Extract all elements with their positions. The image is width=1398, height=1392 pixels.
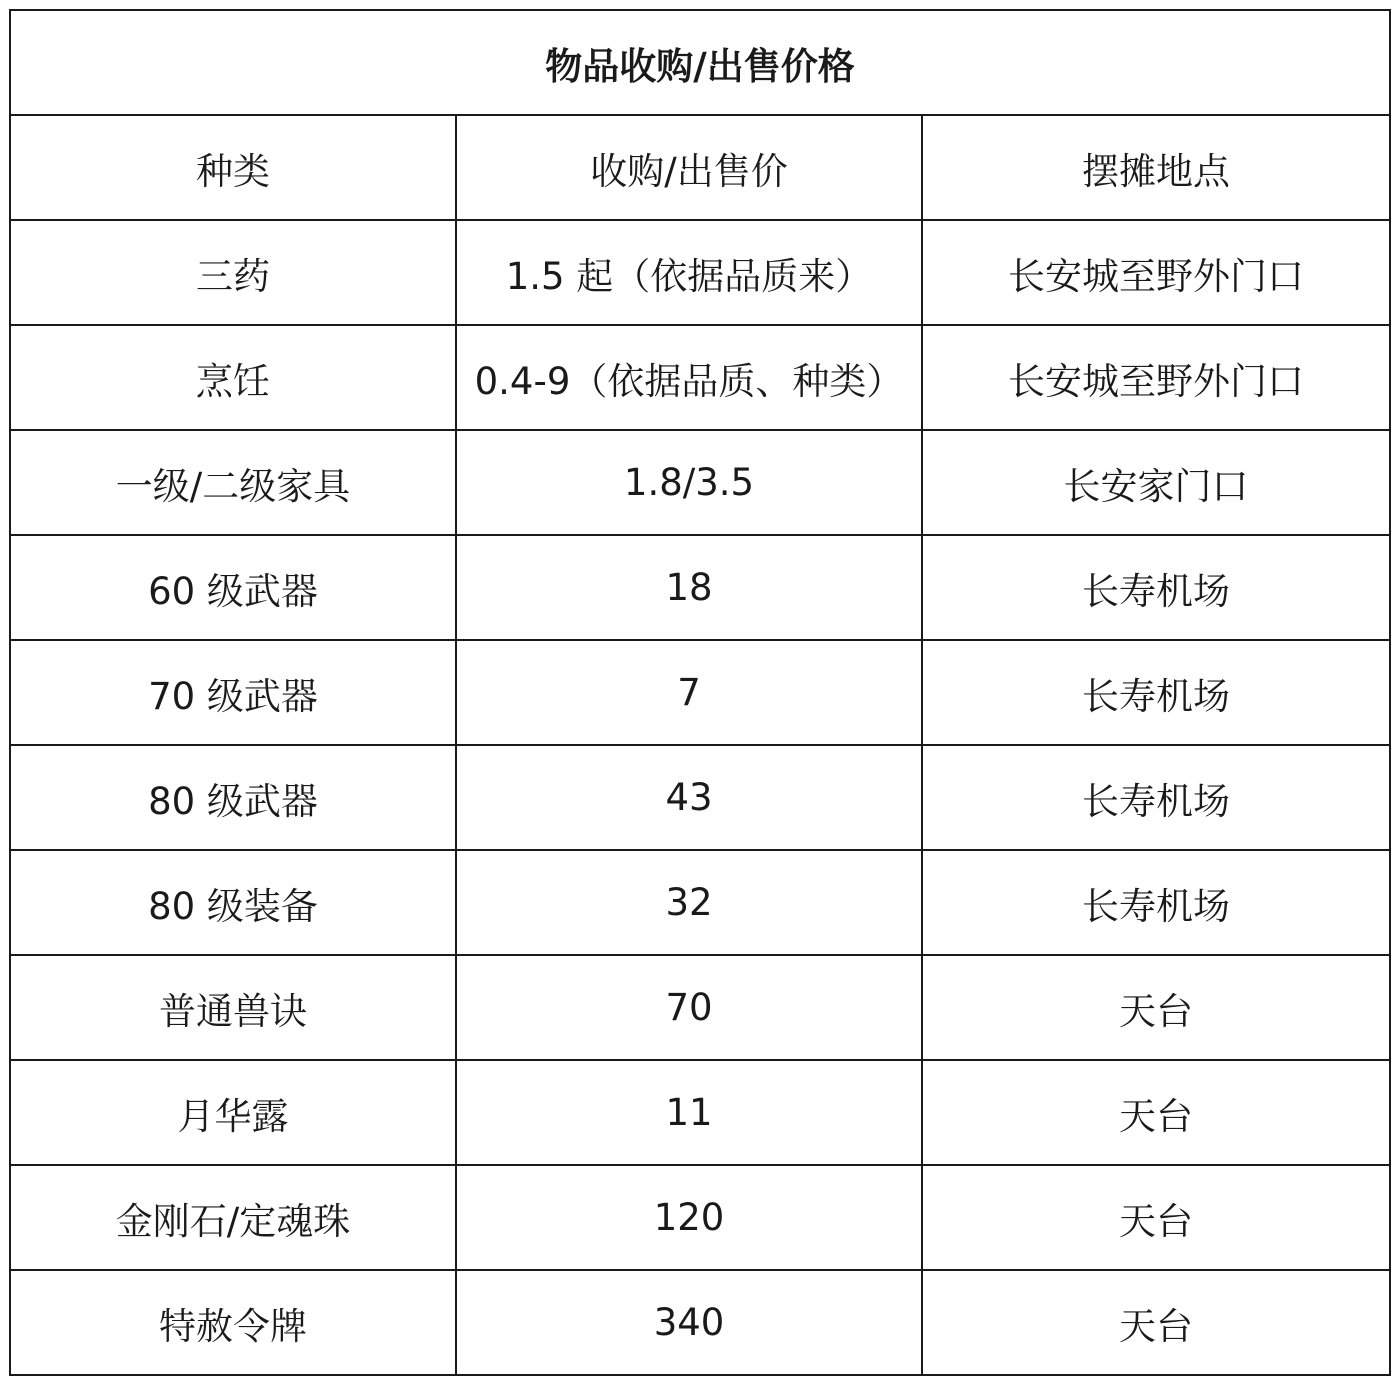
cell-category: 特赦令牌 [10, 1270, 456, 1375]
cell-location: 长安家门口 [922, 430, 1390, 535]
cell-location: 长寿机场 [922, 745, 1390, 850]
header-location: 摆摊地点 [922, 115, 1390, 220]
cell-price: 11 [456, 1060, 922, 1165]
cell-price: 43 [456, 745, 922, 850]
cell-category: 60 级武器 [10, 535, 456, 640]
cell-category: 月华露 [10, 1060, 456, 1165]
cell-price: 18 [456, 535, 922, 640]
cell-location: 长寿机场 [922, 850, 1390, 955]
cell-price: 1.8/3.5 [456, 430, 922, 535]
cell-category: 金刚石/定魂珠 [10, 1165, 456, 1270]
cell-category: 80 级装备 [10, 850, 456, 955]
cell-location: 天台 [922, 1165, 1390, 1270]
cell-category: 三药 [10, 220, 456, 325]
cell-price: 70 [456, 955, 922, 1060]
title-row [10, 10, 1390, 115]
cell-category: 80 级武器 [10, 745, 456, 850]
cell-price: 0.4-9（依据品质、种类） [456, 325, 922, 430]
table-row [10, 430, 1390, 535]
header-price: 收购/出售价 [456, 115, 922, 220]
table-row [10, 1165, 1390, 1270]
cell-location: 天台 [922, 1270, 1390, 1375]
price-table [9, 9, 1391, 1376]
table-head [10, 10, 1390, 220]
cell-price: 1.5 起（依据品质来） [456, 220, 922, 325]
cell-category: 70 级武器 [10, 640, 456, 745]
table-title: 物品收购/出售价格 [10, 10, 1390, 115]
header-row [10, 115, 1390, 220]
table-body [10, 220, 1390, 1375]
cell-location: 长寿机场 [922, 640, 1390, 745]
table-row [10, 535, 1390, 640]
cell-price: 7 [456, 640, 922, 745]
table-row [10, 745, 1390, 850]
table-row [10, 955, 1390, 1060]
cell-price: 120 [456, 1165, 922, 1270]
cell-category: 一级/二级家具 [10, 430, 456, 535]
cell-location: 天台 [922, 1060, 1390, 1165]
header-category: 种类 [10, 115, 456, 220]
cell-price: 32 [456, 850, 922, 955]
table-row [10, 850, 1390, 955]
cell-category: 普通兽诀 [10, 955, 456, 1060]
cell-category: 烹饪 [10, 325, 456, 430]
cell-location: 长安城至野外门口 [922, 220, 1390, 325]
table-row [10, 1060, 1390, 1165]
cell-location: 天台 [922, 955, 1390, 1060]
table-row [10, 325, 1390, 430]
table-row [10, 640, 1390, 745]
table-row [10, 1270, 1390, 1375]
cell-location: 长安城至野外门口 [922, 325, 1390, 430]
cell-price: 340 [456, 1270, 922, 1375]
cell-location: 长寿机场 [922, 535, 1390, 640]
table-row [10, 220, 1390, 325]
